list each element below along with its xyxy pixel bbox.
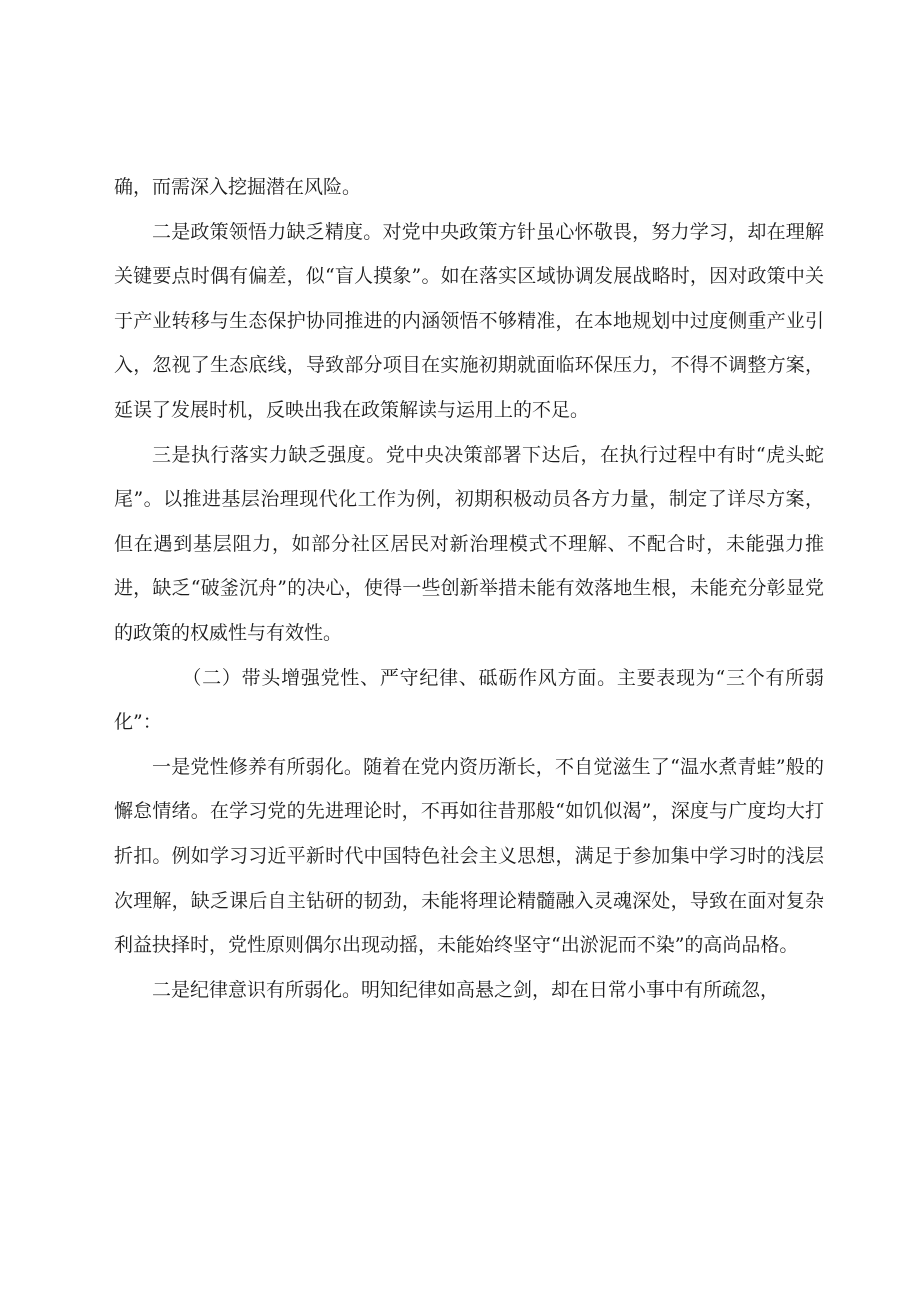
section-heading-2: （二）带头增强党性、严守纪律、砥砺作风方面。主要表现为“三个有所弱化”：	[114, 666, 824, 734]
paragraph-execution: 三是执行落实力缺乏强度。党中央决策部署下达后，在执行过程中有时“虎头蛇尾”。以推进基层治理现代化工作为例，初期积极动员各方力量，制定了详尽方案，但在遇到基层阻力，如部分社区居民对新治理模式不理解、不配合时，未能强力推进，缺乏“破釜沉舟”的决心，使得一些创新举措未能有效落地生根，未能充分彰显党的政策的权威性与有效性。	[114, 443, 824, 644]
paragraph-discipline: 二是纪律意识有所弱化。明知纪律如高悬之剑，却在日常小事中有所疏忽，	[152, 978, 780, 1001]
paragraph-continuation: 确，而需深入挖掘潜在风险。	[114, 176, 362, 198]
paragraph-party-spirit: 一是党性修养有所弱化。随着在党内资历渐长，不自觉滋生了“温水煮青蛙”般的懈怠情绪。在学习党的先进理论时，不再如往昔那般“如饥似渴”，深度与广度均大打折扣。例如学习习近平新时代中国特色社会主义思想，满足于参加集中学习时的浅层次理解，缺乏课后自主钻研的韧劲，未能将理论精髓融入灵魂深处，导致在面对复杂利益抉择时，党性原则偶尔出现动摇，未能始终坚守“出淤泥而不染”的高尚品格。	[114, 755, 824, 957]
paragraph-policy-understanding: 二是政策领悟力缺乏精度。对党中央政策方针虽心怀敬畏，努力学习，却在理解关键要点时偶有偏差，似“盲人摸象”。如在落实区域协调发展战略时，因对政策中关于产业转移与生态保护协同推进的内涵领悟不够精准，在本地规划中过度侧重产业引入，忽视了生态底线，导致部分项目在实施初期就面临环保压力，不得不调整方案，延误了发展时机，反映出我在政策解读与运用上的不足。	[114, 220, 824, 421]
document-body	[114, 165, 824, 1012]
